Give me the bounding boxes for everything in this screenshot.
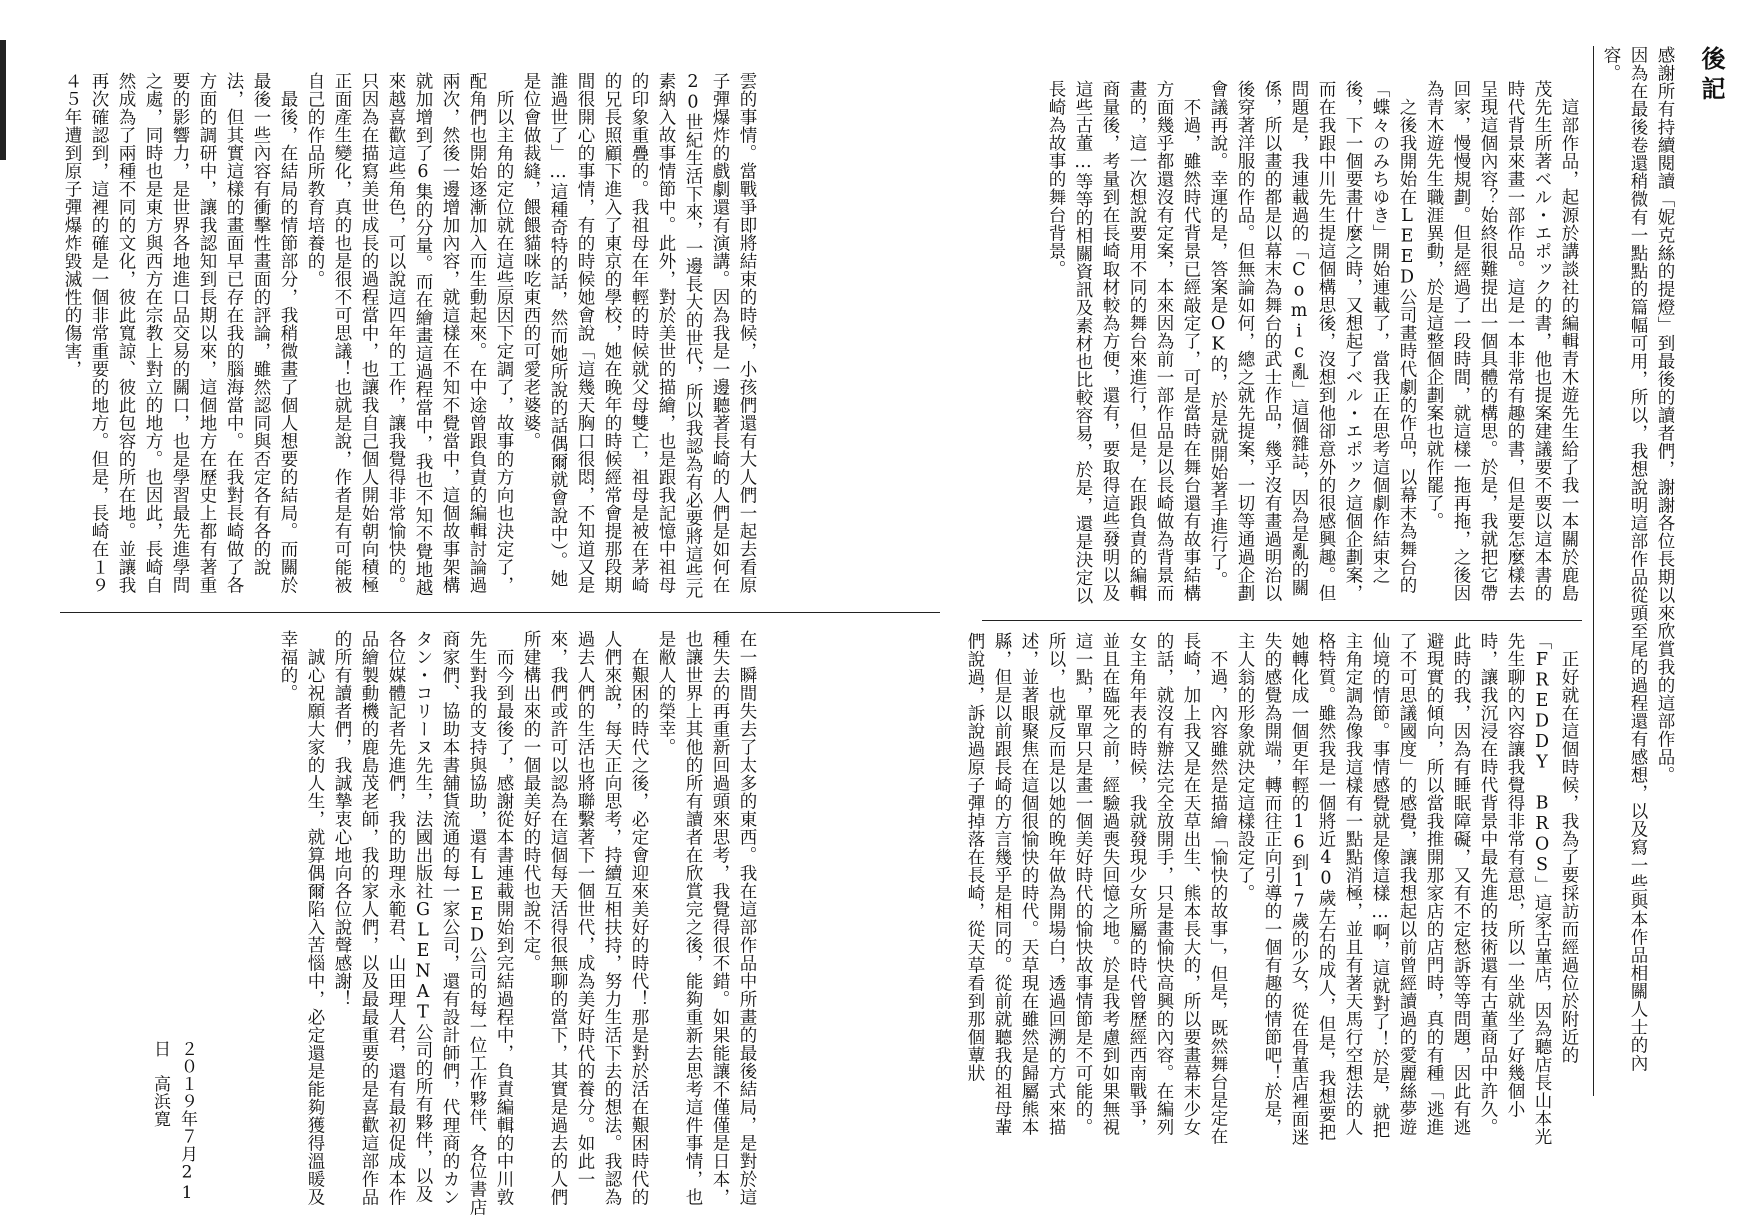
section-divider [60,612,940,613]
page-title: 後記 [1697,46,1726,106]
intro-divider [1593,46,1594,1096]
right-page [960,0,1742,1224]
left-bottom-text: 在一瞬間失去了太多的東西。我在這部作品中所畫的最後結局，是對於這種失去的再重新回過頭來思考，我覺得很不錯。如果能讓不僅僅是日本，也讓世界上其他的所有讀者在欣賞完之後，能夠重新去思考這件事情，也是敝人的榮幸。 在艱困的時代之後，必定會迎來美好的時代！那是對於活在艱困時代的人們來說，每天正向思考，持續互相扶持，努力生活下去的想法。我認為過去人們的生活也將聯繫著下一個世代，成為美好時代的養分。如此一來，我們或許可以認為在這個每天活得很無聊的當下，其實是過去的人們所建構出來的一個最美好的時代也說不定。 而今到最後了，感謝從本書連載開始到完結過程中，負責編輯的中川敦先生對我的支持與協助，還有LEED公司的每一位工作夥伴、各位書店商家們、協助本書舖貨流通的每一家公司，還有設計師們，代理商的カンタン・コリーヌ先生，法國出版社GLENAT公司的所有夥伴，以及各位媒體記者先進們，我的助理永範君、山田理人君，還有最初促成本作品繪製動機的鹿島茂老師，我的家人們，以及最最重要的是喜歡這部作品的所有讀者們，我誠摯衷心地向各位說聲感謝！ 誠心祝願大家的人生，就算偶爾陷入苦惱中，必定還是能夠獲得溫暖及幸福的。 [278,630,757,1216]
right-top-text: 這部作品，起源於講談社的編輯青木遊先生給了我一本關於鹿島茂先生所著ベル・エポック的書，他也提案建議要不要以這本書的時代背景來畫一部作品。這是一本非常有趣的書，但是要怎麼樣去呈現這個內容？始終很難提出一個具體的構思。於是，我就把它帶回家，慢慢規劃。但是經過了一段時間，就這樣一拖再拖，之後因為青木遊先生職涯異動，於是這整個企劃案也就作罷了。 之後我開始在LEED公司畫時代劇的作品，以幕末為舞台的「蝶々のみちゆき」開始連載了，當我正在思考這個劇作結束之後，下一個要畫什麼之時，又想起了ベル・エポック這個企劃案，而在我跟中川先生提這個構思後，沒想到他卻意外的很感興趣。但問題是，我連載過的「Comic亂」這個雜誌，因為是亂的關係，所以畫的都是以幕末為舞台的武士作品，幾乎沒有畫過明治以後穿著洋服的作品。但無論如何，總之就先提案，一切等通過企劃會議再說。幸運的是，答案是OK的，於是就開始著手進行了。 不過，雖然時代背景已經敲定了，可是當時在舞台還有故事結構方面幾乎都還沒有定案，本來因為前一部作品是以長崎做為背景而畫的，這一次想說要用不同的舞台來進行，但是，在跟負責的編輯商量後，考量到在長崎取材較為方便，還有，要取得這些發明以及這些古董…等等的相關資訊及素材也比較容易，於是，還是決定以長崎為故事的舞台背景。 [1046,80,1579,605]
intro-text: 感謝所有持續閱讀「妮克絲的提燈」到最後的讀者們，謝謝各位長期以來欣賞我的這部作品。 因為在最後卷還稍微有一點點的篇幅可用，所以，我想說明這部作品從頭至尾的過程還有感想，以及寫一些與本作品相關人士的內容。 [1601,46,1675,1072]
signoff-date-author: ２０１９年７月21日 高浜寛 [150,1040,197,1204]
section-divider [982,620,1582,621]
page-edge-mark [0,40,6,160]
left-top-text: 雲的事情。當戰爭即將結束的時候，小孩們還有大人們一起去看原子彈爆炸的戲劇還有演講。因為我是一邊聽著長崎的人們是如何在20世紀生活下來，一邊長大的世代，所以我認為有必要將這些元素納入故事情節中。此外，對於美世的描繪，也是跟我記憶中祖母的印象重疊的。我祖母在年輕的時候就父母雙亡，祖母是被在茅崎的兄長照顧下進入了東京的學校，她在晚年的時候經常會提那段期間很開心的事情，有的時候她會說「這幾天胸口很悶，不知道又是誰過世了」…這種奇特的話，然而她所說的話偶爾就會說中）。她是位會做裁縫，餵餵貓咪吃東西的可愛老婆婆。 所以主角的定位就在這些原因下定調了，故事的方向也決定了，配角們也開始逐漸加入而生動起來。在中途曾跟負責的編輯討論過兩次，然後一邊增加內容，就這樣在不知不覺當中，這個故事架構就加增到了6集的分量。而在繪畫這過程當中，我也不知不覺地越來越喜歡這些角色，可以說這四年的工作，讓我覺得非常愉快的。只因為在描寫美世成長的過程當中，也讓我自己個人開始朝向積極正面產生變化，真的也是很不可思議！也就是說，作者是有可能被自己的作品所教育培養的。 最後，在結局的情節部分，我稍微畫了個人想要的結局。而關於最後一些內容有衝擊性畫面的評論，雖然認同與否定各有各的說法，但其實這樣的畫面早已存在我的腦海當中。在我對長崎做了各方面的調研中，讓我認知到長期以來，這個地方在歷史上都有著重要的影響力，是世界各地進口品交易的關口，也是學習最先進學問之處，同時也是東方與西方在宗教上對立的地方。也因此，長崎自然成為了兩種不同的文化，彼此寬諒、彼此包容的所在地。並讓我再次確認到，這裡的確是一個非常重要的地方。但是，長崎在１９４５年遭到原子彈爆炸毀滅性的傷害， [62,72,757,599]
right-bottom-text: 正好就在這個時候，我為了要採訪而經過位於附近的「FREDDY BROS」這家古董店，因為聽店長山本光先生聊的內容讓我覺得非常有意思，所以一坐就坐了好幾個小時，讓我沉浸在時代背景中最先進的技術還有古董商品中許久。此時的我，因為有睡眠障礙，又有不定愁訴等等問題，因此有逃避現實的傾向，所以當我推開那家店的店門時，真的有種「逃進了不可思議國度」的感覺，讓我想起以前曾經讀過的愛麗絲夢遊仙境的情節。事情感覺就是像這樣…啊，這就對了！於是，就把主角定調為像我這樣有一點點消極，並且有著天馬行空想法的人格特質。雖然我是一個將近40歲左右的成人，但是，我想要把她轉化成一個更年輕的16到17歲的少女，從在骨董店裡面迷失的感覺為開端，轉而往正向引導的一個有趣的情節吧！於是，主人翁的形象就決定這樣設定了。 不過，內容雖然是描繪「愉快的故事」，但是，既然舞台是定在長崎，加上我又是在天草出生、熊本長大的，所以要畫幕末少女的話，就沒有辦法完全放開手，只是畫愉快高興的內容。在編列女主角年表的時候，我就發現少女所屬的時代曾歷經西南戰爭，並且在臨死之前，經驗過喪失回憶之地。於是我考慮到如果無視這一點，單單只是畫一個美好時代的愉快故事情節是不可能的。所以，也就反而是以她的晚年做為開場白，透過回溯的方式來描述，並著眼聚焦在這個很愉快的時代。天草現在雖然是歸屬熊本縣，但是以前跟長崎的方言幾乎是相同的。從前就聽我的祖母輩們說過，訴說過原子彈掉落在長崎，從天草看到那個蕈狀 [965,632,1579,1146]
